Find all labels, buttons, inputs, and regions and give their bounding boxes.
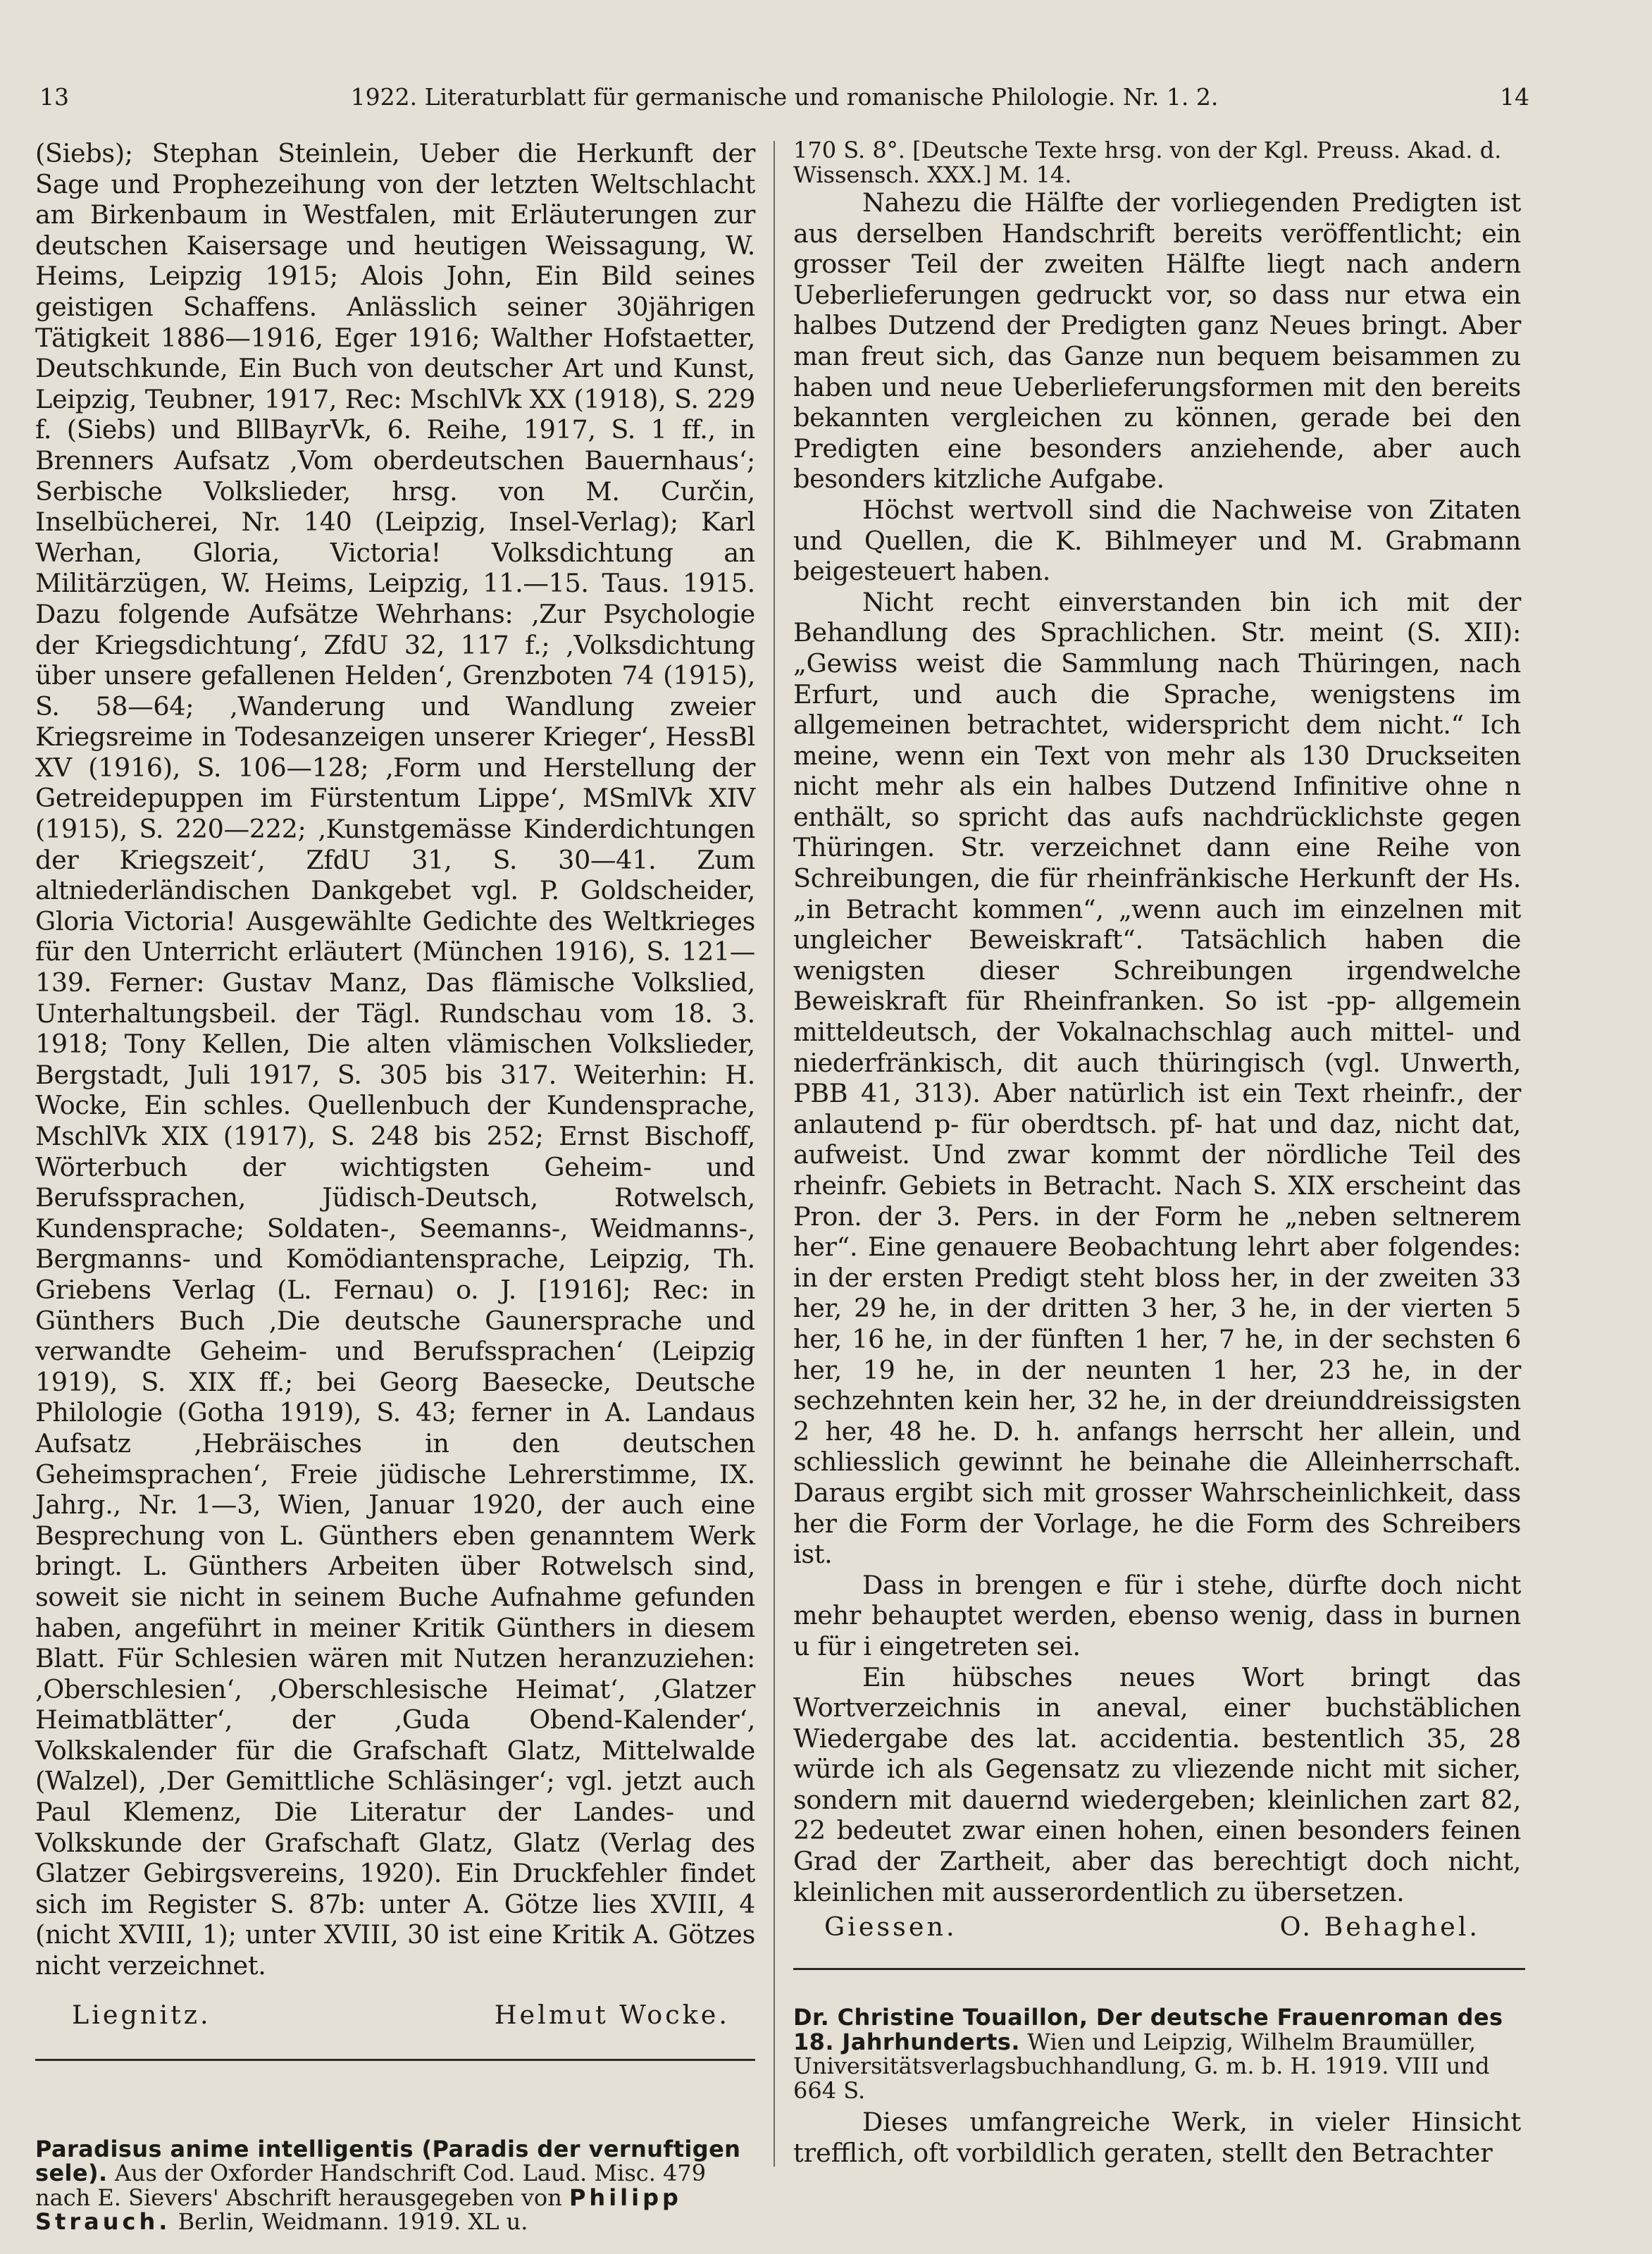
reviewer-signature	[35, 2000, 755, 2031]
signature-place: Giessen.	[824, 1912, 957, 1943]
journal-title: 1922. Literaturblatt für germanische und romanische Philologie. Nr. 1. 2.	[350, 83, 1219, 111]
reviewer-signature	[793, 1912, 1521, 1943]
running-header	[39, 83, 1529, 123]
right-body	[793, 187, 1521, 1907]
signature-place: Liegnitz.	[72, 1999, 211, 2030]
review-author-title: Dr. Christine Touaillon, Der deutsche Frauenroman des 18. Jahrhunderts.	[793, 2004, 1503, 2055]
left-body	[35, 138, 755, 1981]
paragraph: Höchst wertvoll sind die Nachweise von Zitaten und Quellen, die K. Bihlmeyer und M. Grabmann beigesteuert haben.	[793, 494, 1521, 587]
section-rule	[35, 2059, 755, 2061]
left-column	[35, 138, 755, 2234]
bibliography-paragraph: (Siebs); Stephan Steinlein, Ueber die Herkunft der Sage und Prophezeihung von der letzten Weltschlacht am Birkenbaum in Westfalen, mit Erläuterungen zur deutschen Kaisersage und heutigen Weissagung, W. Heims, Leipzig 1915; Alois John, Ein Bild seines geistigen Schaffens. Anlässlich seiner 30jährigen Tätigkeit 1886—1916, Eger 1916; Walther Hofstaetter, Deutschkunde, Ein Buch von deutscher Art und Kunst, Leipzig, Teubner, 1917, Rec: MschlVk XX (1918), S. 229 f. (Siebs) und BllBayrVk, 6. Reihe, 1917, S. 1 ff., in Brenners Aufsatz ‚Vom oberdeutschen Bauernhaus‘; Serbische Volkslieder, hrsg. von M. Curčin, Inselbücherei, Nr. 140 (Leipzig, Insel-Verlag); Karl Werhan, Gloria, Victoria! Volksdichtung an Militärzügen, W. Heims, Leipzig, 11.—15. Taus. 1915. Dazu folgende Aufsätze Wehrhans: ‚Zur Psychologie der Kriegsdichtung‘, ZfdU 32, 117 f.; ‚Volksdichtung über unsere gefallenen Helden‘, Grenzboten 74 (1915), S. 58—64; ‚Wanderung und Wandlung zweier Kriegsreime in Todesanzeigen unserer Krieger‘, HessBl XV (1916), S. 106—128; ‚Form und Herstellung der Getreidepuppen im Fürstentum Lippe‘, MSmlVk XIV (1915), S. 220—222; ‚Kunstgemässe Kinderdichtungen der Kriegszeit‘, ZfdU 31, S. 30—41. Zum altniederländischen Dankgebet vgl. P. Goldscheider, Gloria Victoria! Ausgewählte Gedichte des Weltkrieges für den Unterricht erläutert (München 1916), S. 121—139. Ferner: Gustav Manz, Das flämische Volkslied, Unterhaltungsbeil. der Tägl. Rundschau vom 18. 3. 1918; Tony Kellen, Die alten vlämischen Volkslieder, Bergstadt, Juli 1917, S. 305 bis 317. Weiterhin: H. Wocke, Ein schles. Quellenbuch der Kundensprache, MschlVk XIX (1917), S. 248 bis 252; Ernst Bischoff, Wörterbuch der wichtigsten Geheim- und Berufssprachen, Jüdisch-Deutsch, Rotwelsch, Kundensprache; Soldaten-, Seemanns-, Weidmanns-, Bergmanns- und Komödiantensprache, Leipzig, Th. Griebens Verlag (L. Fernau) o. J. [1916]; Rec: in Günthers Buch ‚Die deutsche Gaunersprache und verwandte Geheim- und Berufssprachen‘ (Leipzig 1919), S. XIX ff.; bei Georg Baesecke, Deutsche Philologie (Gotha 1919), S. 43; ferner in A. Landaus Aufsatz ‚Hebräisches in den deutschen Geheimsprachen‘, Freie jüdische Lehrerstimme, IX. Jahrg., Nr. 1—3, Wien, Januar 1920, der auch eine Besprechung von L. Günthers eben genanntem Werk bringt. L. Günthers Arbeiten über Rotwelsch sind, soweit sie nicht in seinem Buche Aufnahme gefunden haben, angeführt in meiner Kritik Günthers in diesem Blatt. Für Schlesien wären mit Nutzen heranzuziehen: ‚Oberschlesien‘, ‚Oberschlesische Heimat‘, ‚Glatzer Heimatblätter‘, der ‚Guda Obend-Kalender‘, Volkskalender für die Grafschaft Glatz, Mittelwalde (Walzel), ‚Der Gemittliche Schläsinger‘; vgl. jetzt auch Paul Klemenz, Die Literatur der Landes- und Volkskunde der Grafschaft Glatz, Glatz (Verlag des Glatzer Gebirgsvereins, 1920). Ein Druckfehler findet sich im Register S. 87b: unter A. Götze lies XVIII, 4 (nicht XVIII, 1); unter XVIII, 30 ist eine Kritik A. Götzes nicht verzeichnet.	[35, 138, 755, 1981]
column-rule	[774, 141, 775, 2167]
review-source: Aus der Oxforder Handschrift Cod. Laud. Misc. 479 nach E. Sievers' Abschrift herausgegeben von	[35, 2160, 707, 2211]
right-column	[793, 138, 1521, 2168]
paragraph: Nahezu die Hälfte der vorliegenden Predigten ist aus derselben Handschrift bereits veröffentlicht; ein grosser Teil der zweiten Hälfte liegt nach andern Ueberlieferungen gedruckt vor, so dass nur etwa ein halbes Dutzend der Predigten ganz Neues bringt. Aber man freut sich, das Ganze nun bequem beisammen zu haben und neue Ueberlieferungsformen mit den bereits bekannten vergleichen zu können, gerade bei den Predigten eine besonders anziehende, aber auch besonders kitzliche Aufgabe.	[793, 187, 1521, 495]
section-rule	[793, 1968, 1525, 1970]
paragraph: Dass in brengen e für i stehe, dürfte doch nicht mehr behauptet werden, ebenso wenig, dass in burnen u für i eingetreten sei.	[793, 1569, 1521, 1661]
review-publisher: Berlin, Weidmann. 1919. XL u.	[170, 2208, 528, 2236]
page-number-left: 13	[39, 83, 69, 111]
review-publisher: Wien und Leipzig, Wilhelm Braumüller, Universitätsverlagsbuchhandlung, G. m. b. H. 1919. VIII und 664 S.	[793, 2028, 1490, 2104]
review-opening: Dieses umfangreiche Werk, in vieler Hinsicht trefflich, oft vorbildlich geraten, stellt den Betrachter	[793, 2107, 1521, 2168]
signature-name: Helmut Wocke.	[494, 1999, 730, 2030]
review-heading-touaillon	[793, 2005, 1521, 2103]
review-title: Paradisus anime intelligentis (Paradis der vernuftigen sele).	[35, 2135, 741, 2187]
signature-name: O. Behaghel.	[1279, 1912, 1480, 1943]
page-number-right: 14	[1500, 83, 1529, 111]
review-editor: Philipp Strauch.	[35, 2184, 682, 2236]
bibliography-continuation: 170 S. 8°. [Deutsche Texte hrsg. von der Kgl. Preuss. Akad. d. Wissensch. XXX.] M. 14.	[793, 137, 1502, 188]
paragraph: Ein hübsches neues Wort bringt das Wortverzeichnis in aneval, einer buchstäblichen Wiedergabe des lat. accidentia. bestentlich 35, 28 würde ich als Gegensatz zu vliezende nicht mit sicher, sondern mit dauernd wiedergeben; kleinlichen zart 82, 22 bedeutet zwar einen hohen, einen besonders feinen Grad der Zartheit, aber das berechtigt doch nicht, kleinlichen mit ausserordentlich zu übersetzen.	[793, 1661, 1521, 1907]
paragraph: Nicht recht einverstanden bin ich mit der Behandlung des Sprachlichen. Str. meint (S. XII): „Gewiss weist die Sammlung nach Thüringen, nach Erfurt, und auch die Sprache, wenigstens im allgemeinen betrachtet, widerspricht dem nicht.“ Ich meine, wenn ein Text von mehr als 130 Druckseiten nicht mehr als ein halbes Dutzend Infinitive ohne n enthält, so spricht das aufs nachdrücklichste gegen Thüringen. Str. verzeichnet dann eine Reihe von Schreibungen, die für rheinfränkische Herkunft der Hs. „in Betracht kommen“, „wenn auch im einzelnen mit ungleicher Beweiskraft“. Tatsächlich haben die wenigsten dieser Schreibungen irgendwelche Beweiskraft für Rheinfranken. So ist -pp- allgemein mitteldeutsch, der Vokalnachschlag auch mittel- und niederfränkisch, dit auch thüringisch (vgl. Unwerth, PBB 41, 313). Aber natürlich ist ein Text rheinfr., der anlautend p- für oberdtsch. pf- hat und daz, nicht dat, aufweist. Und zwar kommt der nördliche Teil des rheinfr. Gebiets in Betracht. Nach S. XIX erscheint das Pron. der 3. Pers. in der Form he „neben seltnerem her“. Eine genauere Beobachtung lehrt aber folgendes: in der ersten Predigt steht bloss her, in der zweiten 33 her, 29 he, in der dritten 3 her, 3 he, in der vierten 5 her, 16 he, in der fünften 1 her, 7 he, in der sechsten 6 her, 19 he, in der neunten 1 her, 23 he, in der sechzehnten kein her, 32 he, in der dreiunddreissigsten 2 her, 48 he. D. h. anfangs herrscht her allein, und schliesslich gewinnt he beinahe die Alleinherrschaft. Daraus ergibt sich mit grosser Wahrscheinlichkeit, dass her die Form der Vorlage, he die Form des Schreibers ist.	[793, 586, 1521, 1570]
review-heading-paradisus	[35, 2137, 755, 2234]
